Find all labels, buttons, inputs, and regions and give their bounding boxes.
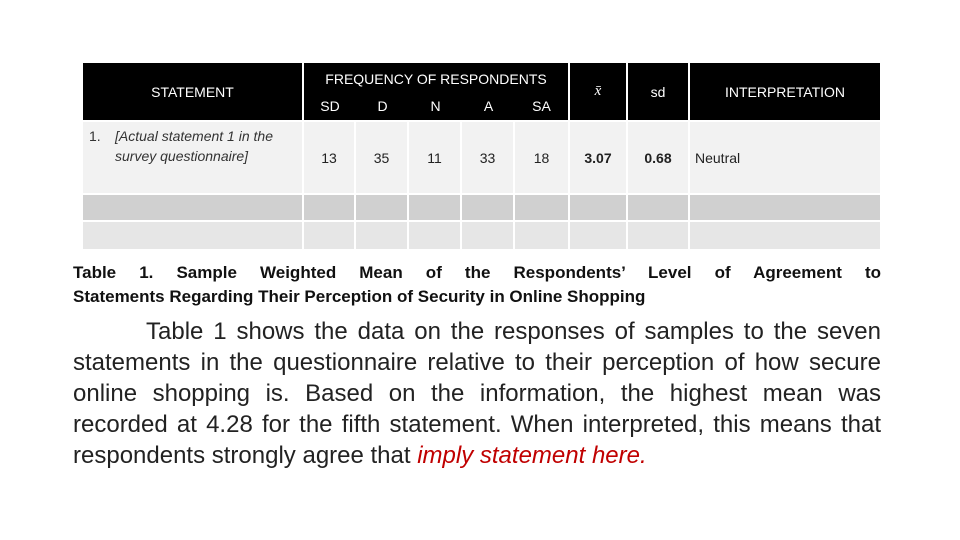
header-n-label: N	[430, 97, 441, 114]
header-n	[409, 91, 462, 120]
header-sd	[304, 91, 356, 120]
header-interpretation-label: INTERPRETATION	[724, 83, 846, 100]
body-paragraph-text: Table 1 shows the data on the responses of samples to the seven statements in the questionnaire relative to their perception of how secure online shopping is. Based on the information, the highest mean was recorded at 4.28 for the fifth statement. When interpreted, this means that respondents strongly agree that	[73, 318, 881, 469]
row-2-statement	[83, 195, 302, 220]
row-2-mean	[570, 195, 626, 220]
header-frequency-label: FREQUENCY OF RESPONDENTS	[325, 71, 547, 87]
row-1-d	[356, 122, 407, 193]
header-std	[628, 63, 688, 120]
header-sa	[515, 91, 568, 120]
row-1-sd-value: 13	[321, 149, 337, 166]
highlighted-placeholder: imply statement here.	[417, 442, 647, 469]
header-a	[462, 91, 515, 120]
row-2-sa	[515, 195, 568, 220]
row-2-a	[462, 195, 513, 220]
row-2-sd	[304, 195, 354, 220]
row-1-a	[462, 122, 513, 193]
header-interpretation	[690, 63, 880, 120]
header-frequency	[304, 63, 568, 91]
header-mean	[570, 63, 626, 120]
header-std-label: sd	[650, 83, 666, 100]
header-statement-label: STATEMENT	[151, 83, 234, 100]
header-d-label: D	[377, 97, 388, 114]
body-paragraph	[73, 316, 881, 471]
row-2-interpretation	[690, 195, 880, 220]
row-1-mean-value: 3.07	[584, 149, 612, 166]
header-d	[356, 91, 409, 120]
row-1-n-value: 11	[427, 149, 442, 166]
header-sd-label: SD	[320, 97, 340, 114]
row-3-sa	[515, 222, 568, 249]
row-1-interpretation-value: Neutral	[695, 149, 741, 166]
row-1-interpretation	[690, 122, 880, 193]
row-1-std	[628, 122, 688, 193]
row-1-statement-label: [Actual statement 1 in the survey questionnaire]	[115, 128, 273, 164]
row-3-d	[356, 222, 407, 249]
row-1-n	[409, 122, 460, 193]
row-1-std-value: 0.68	[644, 149, 672, 166]
row-3-n	[409, 222, 460, 249]
row-3-std	[628, 222, 688, 249]
header-a-label: A	[483, 97, 494, 114]
header-mean-label: x̄	[594, 83, 602, 99]
row-1-a-value: 33	[479, 149, 496, 166]
row-3-a	[462, 222, 513, 249]
row-2-n	[409, 195, 460, 220]
row-1-mean	[570, 122, 626, 193]
header-sa-label: SA	[532, 97, 551, 114]
header-statement	[83, 63, 302, 120]
row-1-d-value: 35	[373, 149, 390, 166]
row-3-mean	[570, 222, 626, 249]
row-1-sa-value: 18	[533, 149, 550, 166]
row-3-interpretation	[690, 222, 880, 249]
row-1-number: 1.	[89, 128, 101, 144]
table-caption	[73, 261, 881, 309]
row-3-statement	[83, 222, 302, 249]
row-1-statement	[83, 122, 302, 193]
table-caption-line1: Table 1. Sample Weighted Mean of the Respondents’ Level of Agreement to	[73, 263, 881, 282]
row-2-d	[356, 195, 407, 220]
row-1-sa	[515, 122, 568, 193]
row-1-statement-text	[89, 126, 285, 166]
row-2-std	[628, 195, 688, 220]
table-caption-line2: Statements Regarding Their Perception of Security in Online Shopping	[73, 287, 646, 306]
row-3-sd	[304, 222, 354, 249]
row-1-sd	[304, 122, 354, 193]
